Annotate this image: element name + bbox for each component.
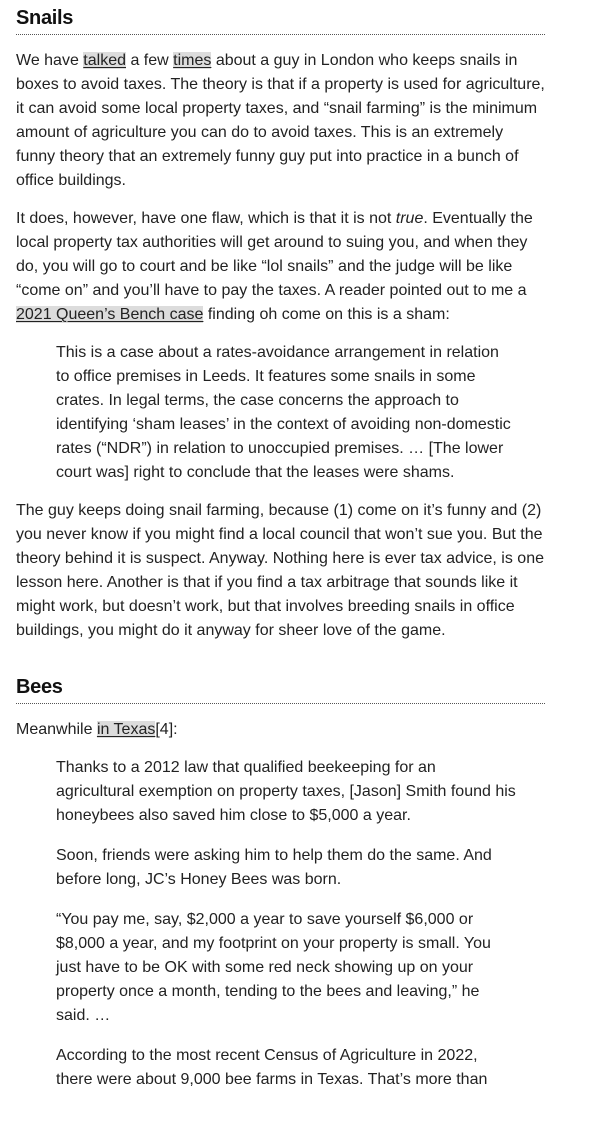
blockquote bbox=[56, 756, 516, 1092]
text-run: about a guy in London who keeps snails in boxes to avoid taxes. The theory is that if a property is used for agriculture, it can avoid some local property taxes, and “snail farming” is the minimum amount of agriculture you can do to avoid taxes. This is an extremely funny theory that an extremely funny guy put into practice in a bunch of office buildings. bbox=[16, 52, 545, 189]
paragraph bbox=[16, 207, 545, 327]
text-run: finding oh come on this is a sham: bbox=[203, 306, 450, 323]
text-run: [4]: bbox=[155, 721, 178, 738]
text-run: Meanwhile bbox=[16, 721, 97, 738]
text-run: . Eventually the local property tax authorities will get around to suing you, and when they do, you will go to court and be like “lol snails” and the judge will be like “come on” and you’ll have to pay the taxes. A reader pointed out to me a bbox=[16, 210, 533, 299]
emphasis-text: true bbox=[395, 210, 424, 227]
paragraph bbox=[16, 49, 545, 193]
text-run: a few bbox=[126, 52, 174, 69]
section-heading-snails: Snails bbox=[16, 0, 545, 35]
paragraph: The guy keeps doing snail farming, because (1) come on it’s funny and (2) you never know if you might find a local council that won’t sue you. But the theory behind it is suspect. Anyway. Nothing here is ever tax advice, is one lesson here. Another is that if you find a tax arbitrage that sounds like it might work, but doesn’t work, but that involves breeding snails in office buildings, you might do it anyway for sheer love of the game. bbox=[16, 502, 544, 639]
blockquote bbox=[56, 341, 516, 485]
link-queens-bench-case[interactable]: 2021 Queen’s Bench case bbox=[16, 306, 204, 323]
text-run: We have bbox=[16, 52, 84, 69]
quote-paragraph: “You pay me, say, $2,000 a year to save yourself $6,000 or $8,000 a year, and my footprint on your property is small. You just have to be OK with some red neck showing up on your property once a month, tending to the bees and leaving,” he said. … bbox=[56, 911, 491, 1024]
paragraph bbox=[16, 718, 545, 742]
section-heading-bees: Bees bbox=[16, 675, 545, 704]
link-in-texas[interactable]: in Texas bbox=[96, 721, 156, 738]
text-run: It does, however, have one flaw, which is that it is not bbox=[16, 210, 396, 227]
section-snails bbox=[16, 0, 545, 643]
section-bees bbox=[16, 675, 545, 1092]
quote-paragraph: This is a case about a rates-avoidance arrangement in relation to office premises in Leeds. It features some snails in some crates. In legal terms, the case concerns the approach to identifying ‘sham leases’ in the context of avoiding non-domestic rates (“NDR”) in relation to unoccupied premises. … [The lower court was] right to conclude that the leases were shams. bbox=[56, 344, 511, 481]
link-times[interactable]: times bbox=[173, 52, 212, 69]
link-talked[interactable]: talked bbox=[83, 52, 126, 69]
quote-paragraph: Thanks to a 2012 law that qualified beekeeping for an agricultural exemption on property taxes, [Jason] Smith found his honeybees also saved him close to $5,000 a year. bbox=[56, 759, 516, 824]
quote-paragraph: Soon, friends were asking him to help them do the same. And before long, JC’s Honey Bees was born. bbox=[56, 847, 492, 888]
quote-paragraph: According to the most recent Census of Agriculture in 2022, there were about 9,000 bee farms in Texas. That’s more than bbox=[56, 1047, 488, 1088]
